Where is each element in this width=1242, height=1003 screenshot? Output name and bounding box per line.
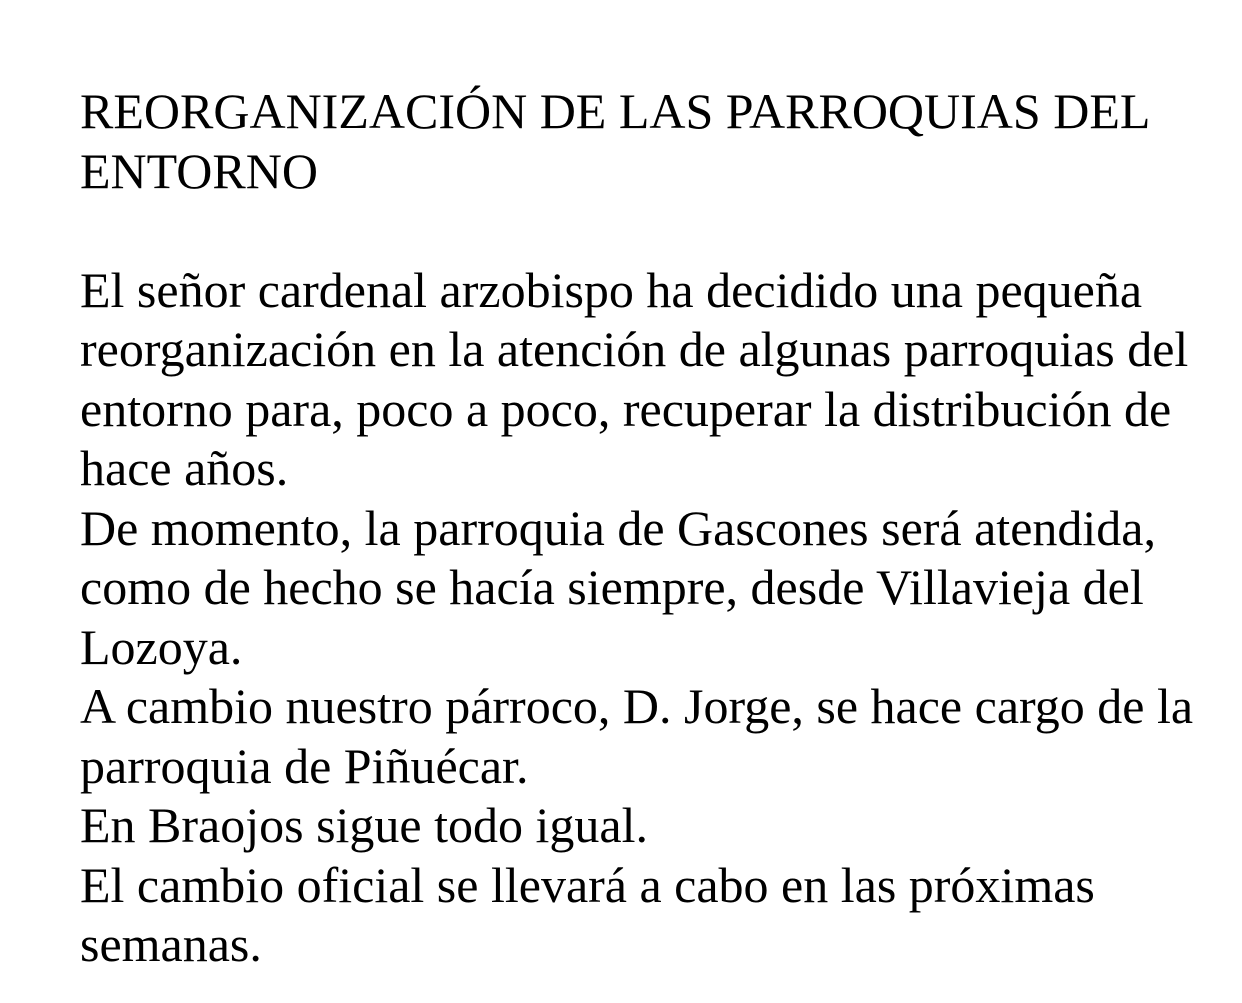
paragraph-gascones: De momento, la parroquia de Gascones será atendida, como de hecho se hacía siempre, desde Villavieja del Lozoya. [80,499,1156,675]
paragraph-official-change: El cambio oficial se llevará a cabo en las próximas semanas. [80,856,1095,972]
document-title: REORGANIZACIÓN DE LAS PARROQUIAS DEL ENTORNO [80,83,1149,199]
paragraph-reorganization: El señor cardenal arzobispo ha decidido una pequeña reorganización en la atención de algunas parroquias del entorno para, poco a poco, recuperar la distribución de hace años. [80,261,1189,496]
paragraph-braojos: En Braojos sigue todo igual. [80,797,648,853]
spacer [80,201,1222,261]
paragraph-pinuecar: A cambio nuestro párroco, D. Jorge, se hace cargo de la parroquia de Piñuécar. [80,678,1194,794]
